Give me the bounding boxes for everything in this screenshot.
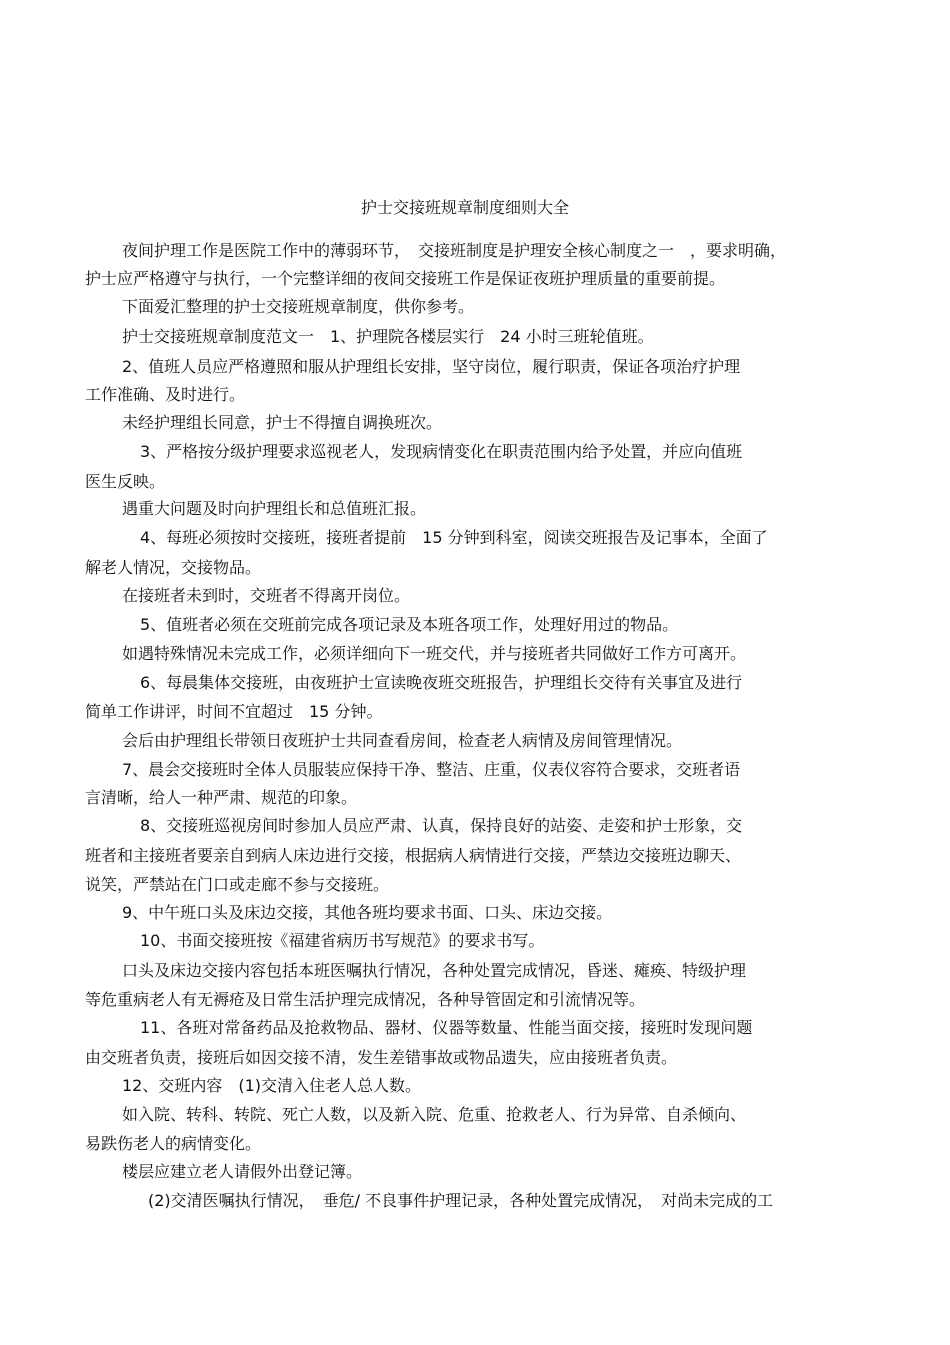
paragraph-line: 简单工作讲评，时间不宜超过 15 分钟。	[85, 702, 383, 721]
paragraph-line: 10、书面交接班按《福建省病历书写规范》的要求书写。	[140, 931, 545, 950]
paragraph-line: 遇重大问题及时向护理组长和总值班汇报。	[122, 499, 427, 518]
paragraph-line: 3、严格按分级护理要求巡视老人，发现病情变化在职责范围内给予处置，并应向值班	[140, 442, 743, 461]
paragraph-line: 说笑，严禁站在门口或走廊不参与交接班。	[85, 875, 390, 894]
paragraph-line: 如遇特殊情况未完成工作，必须详细向下一班交代，并与接班者共同做好工作方可离开。	[122, 644, 747, 663]
paragraph-line: 夜间护理工作是医院工作中的薄弱环节， 交接班制度是护理安全核心制度之一 ，要求明确，	[122, 241, 787, 260]
paragraph-line: 会后由护理组长带领日夜班护士共同查看房间，检查老人病情及房间管理情况。	[122, 731, 683, 750]
paragraph-line: 如入院、转科、转院、死亡人数，以及新入院、危重、抢救老人、行为异常、自杀倾向、	[122, 1105, 747, 1124]
paragraph-line: 工作准确、及时进行。	[85, 385, 246, 404]
paragraph-line: 未经护理组长同意，护士不得擅自调换班次。	[122, 413, 443, 432]
paragraph-line: 7、晨会交接班时全体人员服装应保持干净、整洁、庄重，仪表仪容符合要求，交班者语	[122, 760, 741, 779]
paragraph-line: 9、中午班口头及床边交接，其他各班均要求书面、口头、床边交接。	[122, 903, 613, 922]
paragraph-line: 楼层应建立老人请假外出登记簿。	[122, 1162, 363, 1181]
paragraph-line: 由交班者负责，接班后如因交接不清，发生差错事故或物品遗失，应由接班者负责。	[85, 1048, 678, 1067]
paragraph-line: 等危重病老人有无褥疮及日常生活护理完成情况，各种导管固定和引流情况等。	[85, 990, 646, 1009]
paragraph-line: 在接班者未到时，交班者不得离开岗位。	[122, 586, 411, 605]
paragraph-line: (2)交清医嘱执行情况， 垂危/ 不良事件护理记录，各种处置完成情况， 对尚未完成的工	[148, 1191, 774, 1210]
paragraph-line: 11、各班对常备药品及抢救物品、器材、仪器等数量、性能当面交接，接班时发现问题	[140, 1018, 753, 1037]
paragraph-line: 口头及床边交接内容包括本班医嘱执行情况，各种处置完成情况，昏迷、瘫痪、特级护理	[122, 961, 747, 980]
paragraph-line: 护士应严格遵守与执行，一个完整详细的夜间交接班工作是保证夜班护理质量的重要前提。	[85, 269, 726, 288]
document-title: 护士交接班规章制度细则大全	[360, 198, 569, 217]
paragraph-line: 医生反映。	[85, 472, 166, 491]
paragraph-line: 言清晰，给人一种严肃、规范的印象。	[85, 788, 358, 807]
paragraph-line: 6、每晨集体交接班，由夜班护士宣读晚夜班交班报告，护理组长交待有关事宜及进行	[140, 673, 743, 692]
paragraph-line: 下面爱汇整理的护士交接班规章制度，供你参考。	[122, 297, 475, 316]
paragraph-line: 解老人情况，交接物品。	[85, 558, 262, 577]
paragraph-line: 护士交接班规章制度范文一 1、护理院各楼层实行 24 小时三班轮值班。	[122, 327, 654, 346]
paragraph-line: 8、交接班巡视房间时参加人员应严肃、认真，保持良好的站姿、走姿和护士形象，交	[140, 816, 743, 835]
paragraph-line: 2、值班人员应严格遵照和服从护理组长安排，坚守岗位，履行职责，保证各项治疗护理	[122, 357, 741, 376]
paragraph-line: 12、交班内容 (1)交清入住老人总人数。	[122, 1076, 422, 1095]
paragraph-line: 5、值班者必须在交班前完成各项记录及本班各项工作，处理好用过的物品。	[140, 615, 679, 634]
paragraph-line: 班者和主接班者要亲自到病人床边进行交接，根据病人病情进行交接，严禁边交接班边聊天、	[85, 846, 742, 865]
paragraph-line: 4、每班必须按时交接班，接班者提前 15 分钟到科室，阅读交班报告及记事本，全面了	[140, 528, 768, 547]
paragraph-line: 易跌伤老人的病情变化。	[85, 1134, 262, 1153]
